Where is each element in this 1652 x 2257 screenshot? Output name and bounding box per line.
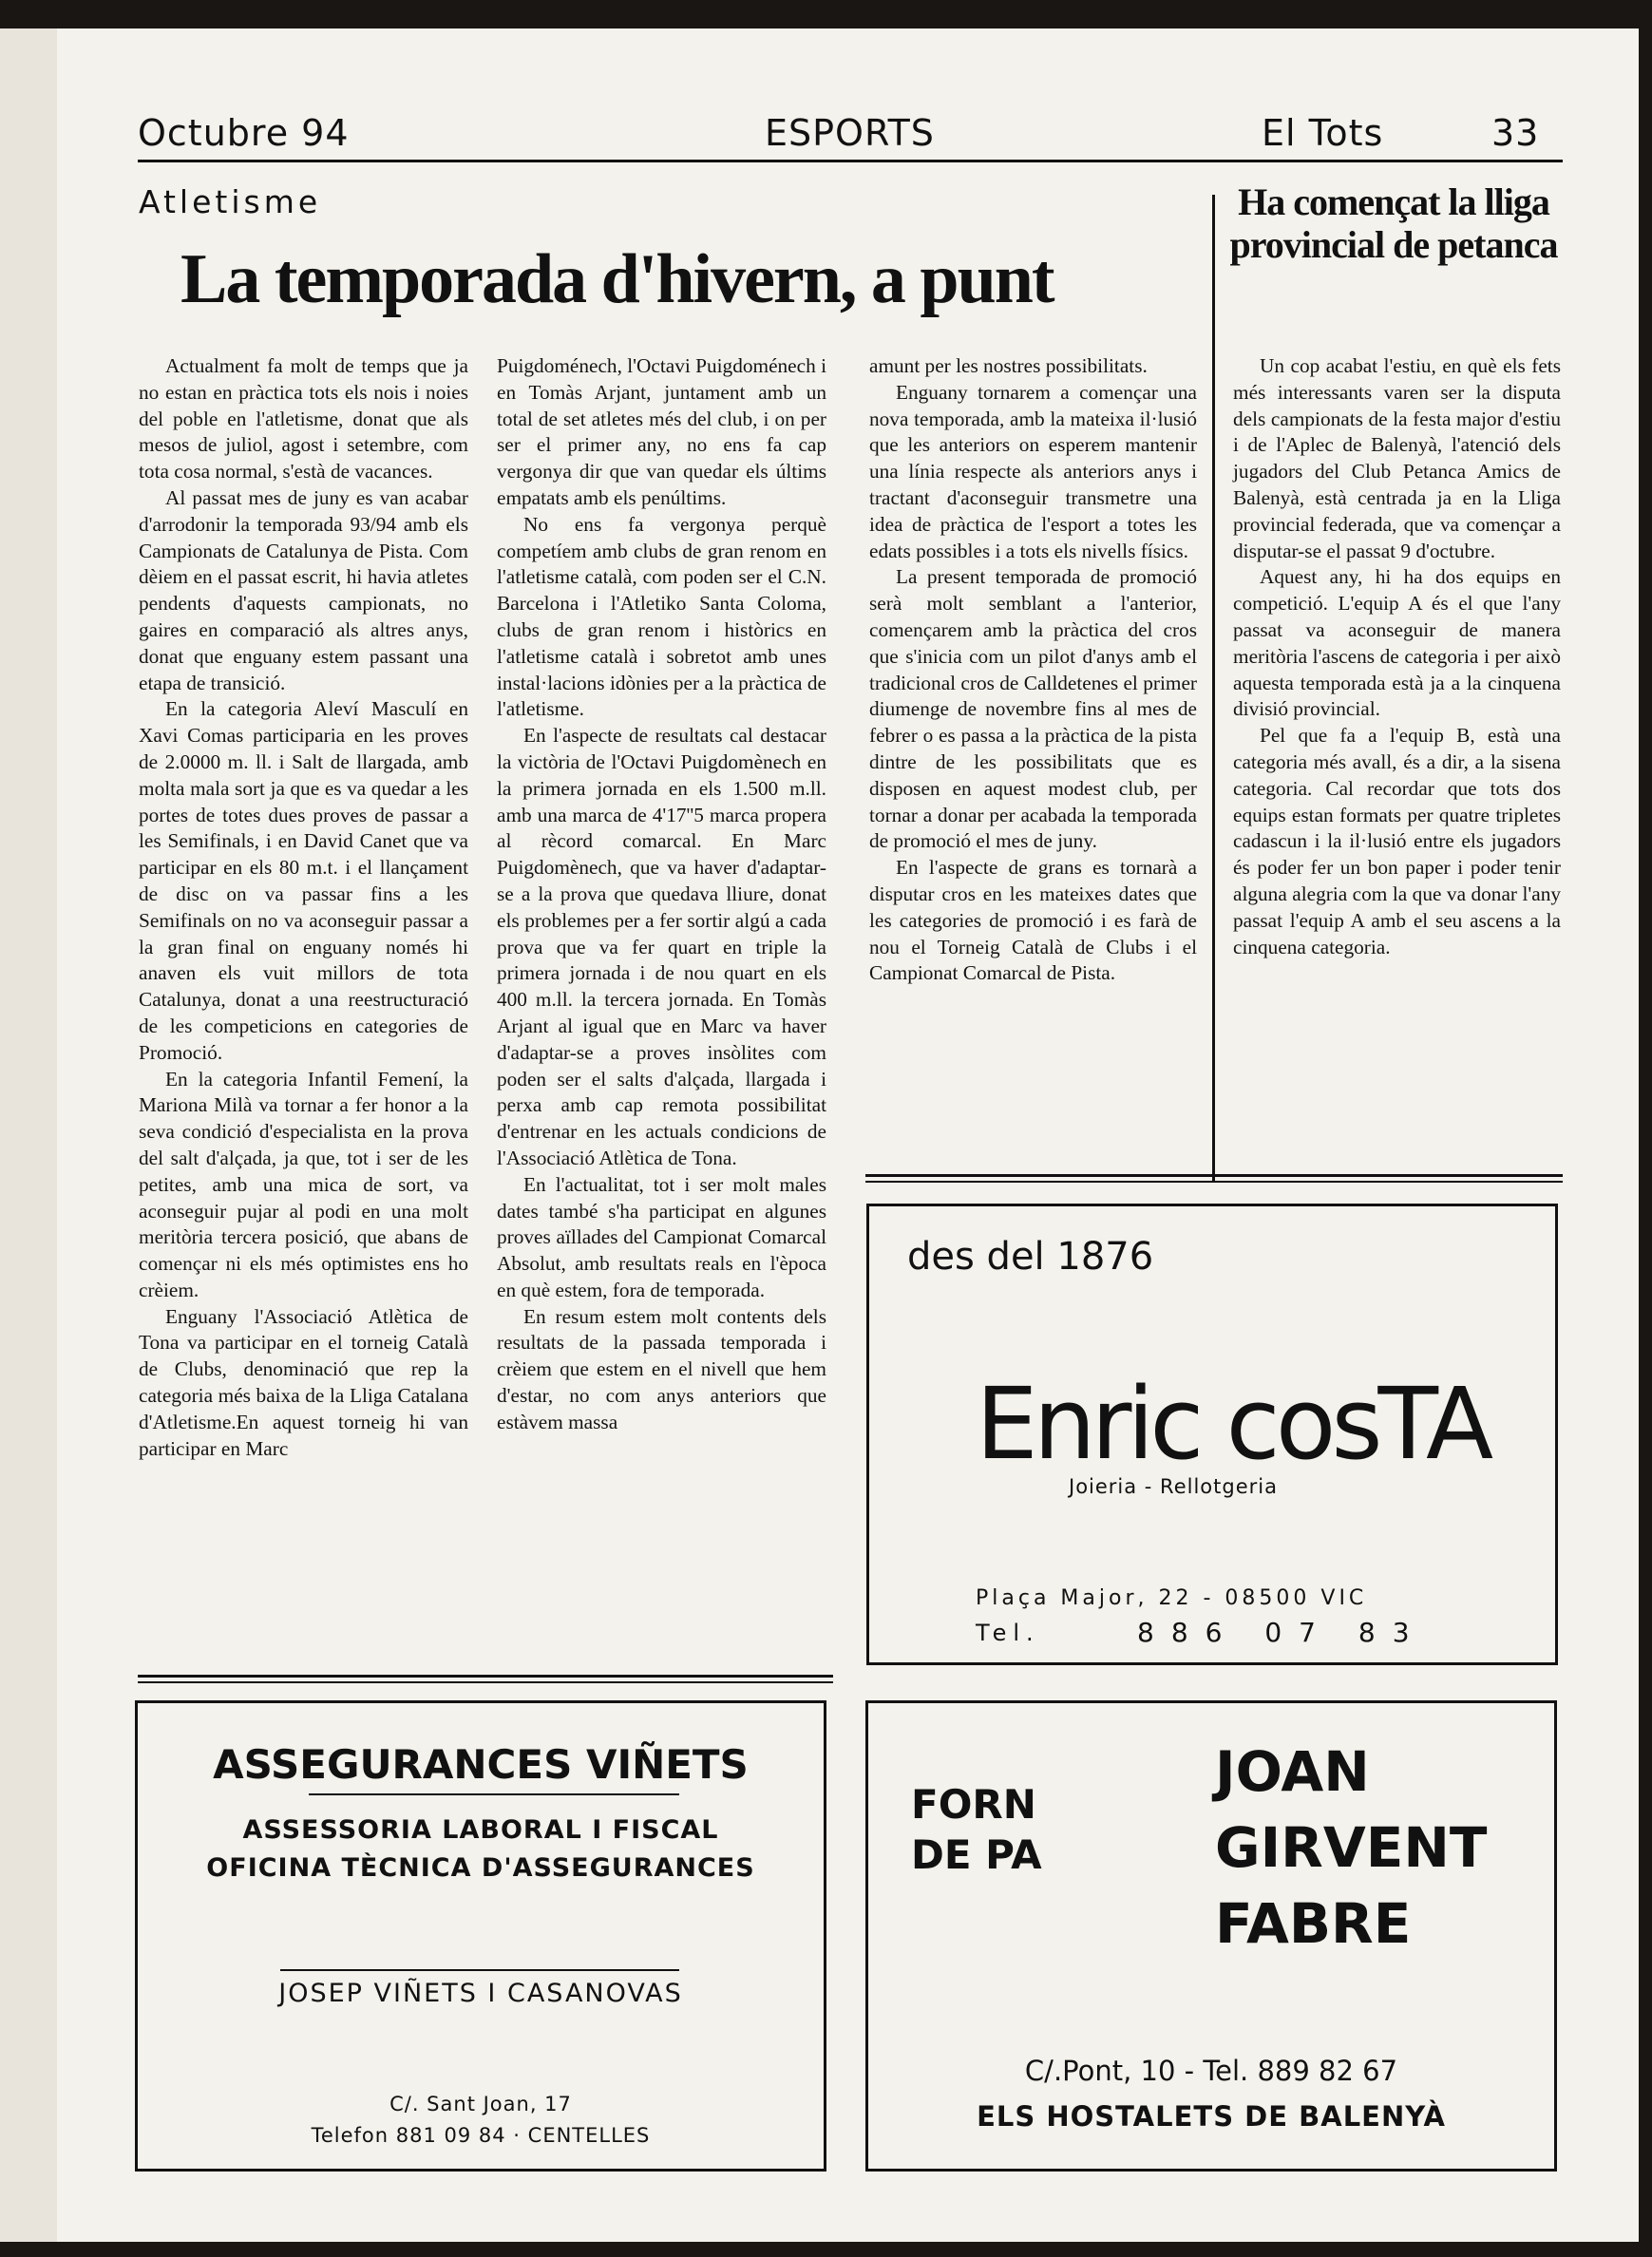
paragraph: En resum estem molt contents dels resultats de la passada temporada i crèiem que estem en el nivell que hem d'estar, no com anys anteriors que estàvem massa <box>497 1304 826 1433</box>
ad-address: Plaça Major, 22 - 08500 VIC <box>976 1586 1368 1610</box>
article-headline: La temporada d'hivern, a punt <box>180 240 1054 318</box>
paragraph: Enguany l'Associació Atlètica de Tona va participar en el torneig Català de Clubs, denominació que rep la categoria més baixa de la Lliga Catalana d'Atletisme.En aquest torneig hi van participar en Marc <box>139 1304 468 1460</box>
article-column-1 <box>139 353 468 1462</box>
ad-contact-name: JOSEP VIÑETS I CASANOVAS <box>278 1979 683 2008</box>
newspaper-page <box>57 28 1639 2242</box>
paragraph: En l'actualitat, tot i ser molt males dates també s'ha participat en algunes proves aïllades del Campionat Comarcal Absolut, amb resultats reals en l'època en què estem, fora de temporada. <box>497 1172 826 1301</box>
ad-assegurances-vinets <box>135 1700 826 2172</box>
article-column-3 <box>869 353 1197 987</box>
ad-line-1: ASSESSORIA LABORAL I FISCAL <box>242 1815 719 1845</box>
ad-name-2: GIRVENT <box>1215 1815 1488 1880</box>
paragraph: Pel que fa a l'equip B, està una categoria més avall, és a dir, a la sisena categoria. Cal recordar que tots dos equips estan formats per quatre tripletes cadascun i la il·lusió entre els jugadors és poder fer un bon paper i poder tenir alguna alegria com la que va donar l'any passat l'equip A amb el seu ascens a la cinquena categoria. <box>1233 724 1561 958</box>
paragraph: Al passat mes de juny es van acabar d'arrodonir la temporada 93/94 amb els Campionats de Catalunya de Pista. Com dèiem en el passat escrit, hi havia atletes pendents d'aquests campionats, no gaires en comparació als altres anys, donat que enguany estem passant una etapa de transició. <box>139 485 468 694</box>
paragraph: Aquest any, hi ha dos equips en competició. L'equip A és el que l'any passat va aconseguir de manera meritòria l'ascens de categoria i per això aquesta temporada està ja a la cinquena divisió provincial. <box>1233 565 1561 721</box>
side-article-body <box>1233 353 1561 960</box>
section-rule <box>865 1174 1563 1177</box>
paragraph: En l'aspecte de resultats cal destacar la victòria de l'Octavi Puigdomènech en la primera jornada en els 1.500 m.ll. amb una marca de 4'17''5 marca propera al rècord comarcal. En Marc Puigdomènech, que va haver d'adaptar-se a la prova que quedava lliure, donat els problemes per a fer sortir algú a cada prova que va fer quart en triple la primera jornada i de nou quart en els 400 m.ll. la tercera jornada. En Tomàs Arjant al igual que en Marc va haver d'adaptar-se a proves insòlites com poden ser el salts d'alçada, llargada i perxa amb cap remota possibilitat d'entrenar en les actuals condicions de l'Associació Atlètica de Tona. <box>497 724 826 1169</box>
ad-title-underline <box>309 1793 679 1795</box>
ad-forn-town: ELS HOSTALETS DE BALENYÀ <box>977 2100 1446 2133</box>
ad-divider <box>280 1969 679 1971</box>
ad-brand-logo: Enric cosTA <box>976 1366 1490 1482</box>
section-rule <box>138 1675 833 1678</box>
ad-forn-line-2: DE PA <box>911 1831 1042 1878</box>
paragraph: No ens fa vergonya perquè competíem amb clubs de gran renom en l'atletisme català, com poden ser el C.N. Barcelona i l'Atletiko Santa Coloma, clubs de gran renom i històrics en l'atletisme català i sobretot amb unes instal·lacions idònies per a la pràctica de l'atletisme. <box>497 512 826 721</box>
issue-date: Octubre 94 <box>138 112 350 154</box>
header-rule <box>138 160 1563 162</box>
paragraph: Actualment fa molt de temps que ja no estan en pràctica tots els nois i noies del poble en l'atletisme, donat que als mesos de juliol, agost i setembre, com tota cosa normal, s'està de vacances. <box>139 354 468 484</box>
ad-street: C/. Sant Joan, 17 <box>389 2093 572 2115</box>
ad-since-text: des del 1876 <box>907 1235 1154 1279</box>
ad-enric-costa <box>866 1204 1558 1665</box>
ad-forn-address: C/.Pont, 10 - Tel. 889 82 67 <box>1024 2055 1398 2087</box>
article-column-2 <box>497 353 826 1436</box>
paragraph: En la categoria Aleví Masculí en Xavi Comas participaria en les proves de 2.0000 m. ll. i Salt de llargada, amb molta mala sort ja que es va quedar a les portes de totes dues proves de passar a les Semifinals, i en David Canet que va participar en els 80 m.t. i el llançament de disc on va passar fins a les Semifinals on no va aconseguir passar a la gran final on enguany només hi anaven els vuit millors de tota Catalunya, donat a una reestructuració de les competicions en categories de Promoció. <box>139 697 468 1064</box>
ad-phone: 886 07 83 <box>1137 1617 1427 1648</box>
paragraph: En l'aspecte de grans es tornarà a disputar cros en les mateixes dates que les categories de promoció i es farà de nou el Torneig Català de Clubs i el Campionat Comarcal de Pista. <box>869 856 1197 985</box>
ad-forn-girvent <box>865 1700 1557 2172</box>
page-left-margin <box>0 28 57 2242</box>
section-name: ESPORTS <box>765 112 935 154</box>
paragraph: Enguany tornarem a començar una nova temporada, amb la mateixa il·lusió que les anteriors on esperem mantenir una línia respecte als anteriors anys i tractant d'aconseguir transmetre una idea de pràctica de l'esport a totes les edats possibles i a tots els nivells físics. <box>869 380 1197 562</box>
publication-name: El Tots <box>1262 112 1384 154</box>
paragraph: Puigdoménech, l'Octavi Puigdoménech i en Tomàs Arjant, juntament amb un total de set atletes més del club, i on per ser el primer any, no ens fa cap vergonya dir que van quedar els últims empatats amb els penúltims. <box>497 354 826 509</box>
paragraph: En la categoria Infantil Femení, la Mariona Milà va tornar a fer honor a la seva condició d'especialista en la prova del salt d'alçada, ja que, tot i ser de les petites, amb una mica de sort, va aconseguir pujar al podi en una molt meritòria tercera posició, que abans de començar ni els més optimistes ens ho crèiem. <box>139 1067 468 1301</box>
article-kicker: Atletisme <box>139 183 322 220</box>
section-rule <box>865 1181 1563 1183</box>
ad-forn-line-1: FORN <box>911 1781 1036 1828</box>
page-number: 33 <box>1491 112 1540 154</box>
side-article-headline: Ha començat la lliga provincial de petanca <box>1229 180 1558 266</box>
ad-title: ASSEGURANCES VIÑETS <box>213 1741 749 1788</box>
section-rule <box>138 1681 833 1683</box>
paragraph: Un cop acabat l'estiu, en què els fets més interessants varen ser la disputa dels campionats de la festa major d'estiu i de l'Aplec de Balenyà, l'atenció dels jugadors del Club Petanca Amics de Balenyà, està centrada ja en la Lliga provincial federada, que va començar a disputar-se el passat 9 d'octubre. <box>1233 354 1561 562</box>
ad-tagline: Joieria - Rellotgeria <box>1069 1475 1278 1498</box>
ad-name-1: JOAN <box>1215 1739 1370 1804</box>
paragraph: amunt per les nostres possibilitats. <box>869 354 1148 377</box>
paragraph: La present temporada de promoció serà molt semblant a l'anterior, començarem amb la pràctica del cros que s'inicia com un pilot d'anys amb el tradicional cros de Calldetenes el primer diumenge de novembre fins al mes de febrer o es passa a la pràctica de la pista dintre de les possibilitats que es disposen en aquest modest club, per tornar a donar per acabada la temporada de promoció el mes de juny. <box>869 565 1197 853</box>
ad-name-3: FABRE <box>1215 1891 1412 1956</box>
ad-phone-town: Telefon 881 09 84 · CENTELLES <box>311 2124 651 2147</box>
column-divider <box>1212 195 1215 1181</box>
ad-phone-label: Tel. <box>976 1620 1040 1646</box>
ad-line-2: OFICINA TÈCNICA D'ASSEGURANCES <box>206 1853 755 1883</box>
